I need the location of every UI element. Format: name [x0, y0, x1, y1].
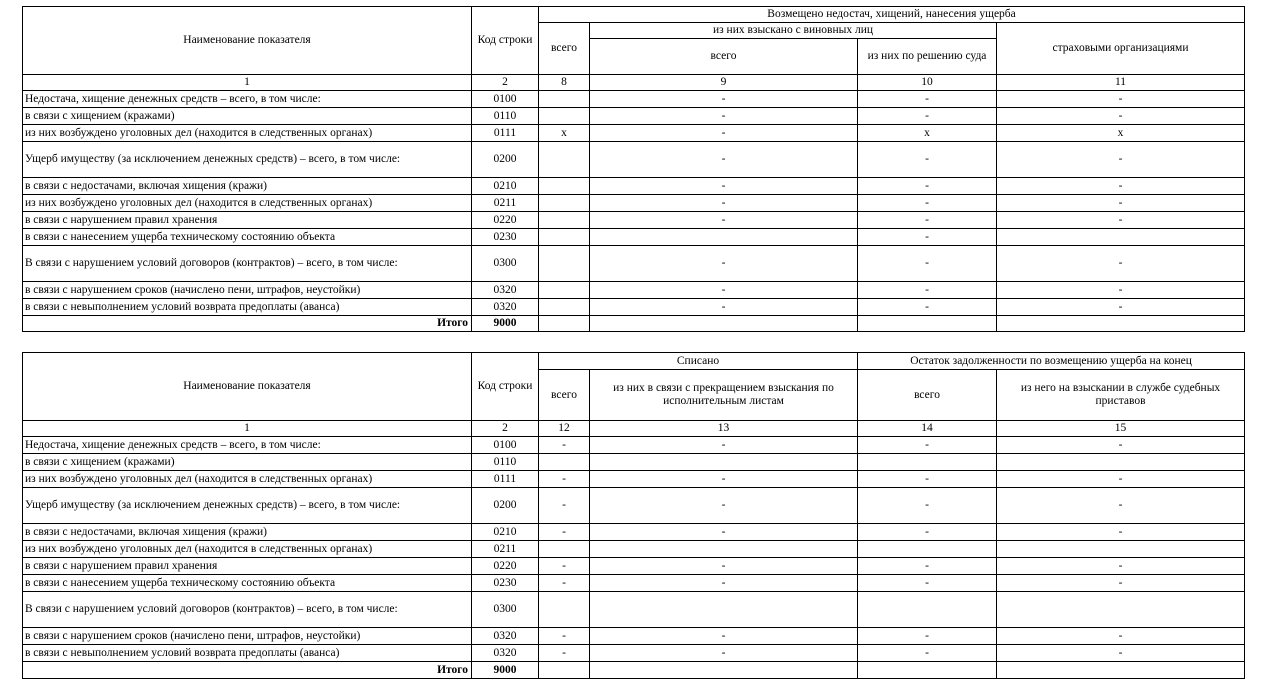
value-cell: - — [590, 91, 858, 108]
row-code-cell: 0320 — [472, 282, 539, 299]
table-row — [23, 541, 1245, 558]
recovered-damages-table — [22, 6, 1245, 332]
value-cell: - — [858, 282, 997, 299]
row-code-cell: 0211 — [472, 195, 539, 212]
row-code-cell: 0320 — [472, 645, 539, 662]
value-cell: - — [858, 212, 997, 229]
written-off-balance-table — [22, 352, 1245, 679]
value-cell: - — [858, 108, 997, 125]
total-label: Итого — [23, 316, 472, 332]
row-code-cell: 0211 — [472, 541, 539, 558]
table-row — [23, 575, 1245, 592]
value-cell: - — [590, 645, 858, 662]
row-code-cell: 0230 — [472, 575, 539, 592]
value-cell: - — [590, 471, 858, 488]
row-name-cell: в связи с нарушением сроков (начислено пени, штрафов, неустойки) — [23, 628, 472, 645]
value-cell: - — [858, 142, 997, 178]
row-code-cell: 0110 — [472, 108, 539, 125]
table-row — [23, 645, 1245, 662]
row-name-cell: Ущерб имуществу (за исключением денежных средств) – всего, в том числе: — [23, 142, 472, 178]
table-row — [23, 195, 1245, 212]
header-guilty-total: всего — [590, 39, 858, 75]
header-written-off-total: всего — [539, 370, 590, 421]
value-cell: - — [858, 195, 997, 212]
value-cell — [539, 178, 590, 195]
row-code-cell: 0210 — [472, 524, 539, 541]
value-cell — [590, 592, 858, 628]
table-row — [23, 299, 1245, 316]
row-code-cell: 0300 — [472, 246, 539, 282]
column-number: 2 — [472, 421, 539, 437]
table-row — [23, 488, 1245, 524]
value-cell: - — [858, 299, 997, 316]
value-cell: - — [590, 178, 858, 195]
table-cell — [997, 662, 1245, 679]
value-cell: - — [858, 91, 997, 108]
value-cell: - — [858, 628, 997, 645]
header-court-decision: из них по решению суда — [858, 39, 997, 75]
header-recovered-group: Возмещено недостач, хищений, нанесения ущерба — [539, 7, 1245, 23]
value-cell — [539, 212, 590, 229]
row-name-cell: в связи с нарушением сроков (начислено пени, штрафов, неустойки) — [23, 282, 472, 299]
table-cell — [590, 316, 858, 332]
value-cell: - — [590, 212, 858, 229]
value-cell — [590, 541, 858, 558]
row-code-cell: 0110 — [472, 454, 539, 471]
value-cell — [997, 229, 1245, 246]
value-cell — [997, 454, 1245, 471]
value-cell — [539, 195, 590, 212]
value-cell: - — [997, 628, 1245, 645]
table-row — [23, 212, 1245, 229]
value-cell: x — [539, 125, 590, 142]
value-cell: - — [858, 229, 997, 246]
value-cell: - — [539, 524, 590, 541]
total-code: 9000 — [472, 662, 539, 679]
total-code: 9000 — [472, 316, 539, 332]
row-name-cell: в связи с недостачами, включая хищения (кражи) — [23, 178, 472, 195]
row-name-cell: в связи с хищением (кражами) — [23, 454, 472, 471]
row-name-cell: в связи с нанесением ущерба техническому состоянию объекта — [23, 575, 472, 592]
value-cell: - — [858, 437, 997, 454]
value-cell — [539, 592, 590, 628]
value-cell: - — [997, 212, 1245, 229]
column-number: 14 — [858, 421, 997, 437]
column-numbers-row — [23, 421, 1245, 437]
value-cell: - — [997, 558, 1245, 575]
value-cell: - — [858, 488, 997, 524]
value-cell: - — [590, 628, 858, 645]
value-cell: - — [590, 282, 858, 299]
table-body — [23, 437, 1245, 662]
table-cell — [539, 316, 590, 332]
column-number: 9 — [590, 75, 858, 91]
column-number: 10 — [858, 75, 997, 91]
value-cell — [590, 454, 858, 471]
column-numbers-row — [23, 75, 1245, 91]
row-code-cell: 0111 — [472, 125, 539, 142]
value-cell: - — [997, 108, 1245, 125]
value-cell — [858, 454, 997, 471]
row-code-cell: 0300 — [472, 592, 539, 628]
row-name-cell: в связи с хищением (кражами) — [23, 108, 472, 125]
row-code-cell: 0100 — [472, 91, 539, 108]
table-row — [23, 437, 1245, 454]
table-cell — [997, 316, 1245, 332]
header-bailiff-service: из него на взыскании в службе судебных приставов — [997, 370, 1245, 421]
row-name-cell: в связи с нарушением правил хранения — [23, 558, 472, 575]
table-cell — [858, 316, 997, 332]
value-cell — [539, 282, 590, 299]
value-cell: x — [858, 125, 997, 142]
row-name-cell: в связи с нанесением ущерба техническому состоянию объекта — [23, 229, 472, 246]
table-row — [23, 246, 1245, 282]
value-cell: - — [997, 524, 1245, 541]
value-cell: - — [858, 558, 997, 575]
value-cell: - — [858, 575, 997, 592]
value-cell — [539, 229, 590, 246]
table-row — [23, 592, 1245, 628]
value-cell — [858, 541, 997, 558]
value-cell — [539, 108, 590, 125]
row-name-cell: из них возбуждено уголовных дел (находится в следственных органах) — [23, 195, 472, 212]
row-name-cell: Недостача, хищение денежных средств – всего, в том числе: — [23, 437, 472, 454]
value-cell: - — [997, 246, 1245, 282]
value-cell: - — [539, 437, 590, 454]
table-cell — [858, 662, 997, 679]
value-cell: - — [590, 246, 858, 282]
row-name-cell: в связи с невыполнением условий возврата предоплаты (аванса) — [23, 299, 472, 316]
table-row — [23, 282, 1245, 299]
value-cell: - — [997, 195, 1245, 212]
value-cell: - — [539, 471, 590, 488]
value-cell — [539, 454, 590, 471]
value-cell — [539, 142, 590, 178]
header-written-off-group: Списано — [539, 353, 858, 370]
column-number: 12 — [539, 421, 590, 437]
table-row — [23, 229, 1245, 246]
table-row — [23, 108, 1245, 125]
table-row — [23, 628, 1245, 645]
value-cell: - — [590, 195, 858, 212]
value-cell: - — [539, 488, 590, 524]
value-cell: - — [858, 246, 997, 282]
header-indicator-name: Наименование показателя — [23, 353, 472, 421]
header-total: всего — [539, 23, 590, 75]
header-balance-total: всего — [858, 370, 997, 421]
table-row — [23, 454, 1245, 471]
value-cell: - — [997, 142, 1245, 178]
value-cell: - — [997, 178, 1245, 195]
column-number: 15 — [997, 421, 1245, 437]
value-cell: - — [590, 488, 858, 524]
table-row — [23, 471, 1245, 488]
value-cell: - — [997, 282, 1245, 299]
row-code-cell: 0111 — [472, 471, 539, 488]
header-insurance: страховыми организациями — [997, 23, 1245, 75]
row-code-cell: 0200 — [472, 488, 539, 524]
table-row — [23, 91, 1245, 108]
column-number: 1 — [23, 421, 472, 437]
row-name-cell: из них возбуждено уголовных дел (находится в следственных органах) — [23, 471, 472, 488]
row-name-cell: Ущерб имуществу (за исключением денежных средств) – всего, в том числе: — [23, 488, 472, 524]
table-cell — [590, 662, 858, 679]
value-cell: - — [997, 91, 1245, 108]
table-row — [23, 125, 1245, 142]
total-row — [23, 316, 1245, 332]
table-row — [23, 178, 1245, 195]
row-code-cell: 0220 — [472, 558, 539, 575]
value-cell: - — [590, 108, 858, 125]
value-cell: - — [590, 575, 858, 592]
table-row — [23, 142, 1245, 178]
header-row-code: Код строки — [472, 7, 539, 75]
column-number: 2 — [472, 75, 539, 91]
row-code-cell: 0320 — [472, 628, 539, 645]
value-cell: - — [997, 437, 1245, 454]
header-indicator-name: Наименование показателя — [23, 7, 472, 75]
value-cell: - — [997, 299, 1245, 316]
header-debt-balance-group: Остаток задолженности по возмещению ущерба на конец — [858, 353, 1245, 370]
table-row — [23, 558, 1245, 575]
total-label: Итого — [23, 662, 472, 679]
header-row-code: Код строки — [472, 353, 539, 421]
value-cell — [858, 592, 997, 628]
column-number: 11 — [997, 75, 1245, 91]
value-cell: - — [590, 299, 858, 316]
value-cell — [539, 91, 590, 108]
value-cell: - — [539, 645, 590, 662]
row-code-cell: 0320 — [472, 299, 539, 316]
row-name-cell: из них возбуждено уголовных дел (находится в следственных органах) — [23, 125, 472, 142]
column-number: 1 — [23, 75, 472, 91]
value-cell — [997, 592, 1245, 628]
value-cell: - — [590, 125, 858, 142]
value-cell — [997, 541, 1245, 558]
value-cell: - — [858, 645, 997, 662]
row-code-cell: 0200 — [472, 142, 539, 178]
value-cell: - — [858, 471, 997, 488]
row-code-cell: 0230 — [472, 229, 539, 246]
header-from-guilty: из них взыскано с виновных лиц — [590, 23, 997, 39]
value-cell: - — [997, 645, 1245, 662]
row-name-cell: в связи с невыполнением условий возврата предоплаты (аванса) — [23, 645, 472, 662]
value-cell: - — [539, 575, 590, 592]
row-code-cell: 0100 — [472, 437, 539, 454]
column-number: 13 — [590, 421, 858, 437]
table-row — [23, 524, 1245, 541]
value-cell: - — [858, 178, 997, 195]
total-row — [23, 662, 1245, 679]
value-cell — [539, 246, 590, 282]
row-name-cell: В связи с нарушением условий договоров (контрактов) – всего, в том числе: — [23, 246, 472, 282]
value-cell: - — [590, 524, 858, 541]
value-cell: - — [539, 558, 590, 575]
row-name-cell: из них возбуждено уголовных дел (находится в следственных органах) — [23, 541, 472, 558]
row-name-cell: В связи с нарушением условий договоров (контрактов) – всего, в том числе: — [23, 592, 472, 628]
value-cell: - — [590, 437, 858, 454]
value-cell: - — [997, 488, 1245, 524]
value-cell: - — [997, 575, 1245, 592]
row-name-cell: Недостача, хищение денежных средств – всего, в том числе: — [23, 91, 472, 108]
value-cell — [539, 299, 590, 316]
row-name-cell: в связи с недостачами, включая хищения (кражи) — [23, 524, 472, 541]
value-cell: - — [590, 142, 858, 178]
value-cell: - — [858, 524, 997, 541]
value-cell: - — [590, 558, 858, 575]
table-body — [23, 91, 1245, 316]
table-cell — [539, 662, 590, 679]
value-cell: x — [997, 125, 1245, 142]
header-enforcement-termination: из них в связи с прекращением взыскания по исполнительным листам — [590, 370, 858, 421]
value-cell: - — [997, 471, 1245, 488]
value-cell — [539, 541, 590, 558]
value-cell — [590, 229, 858, 246]
value-cell: - — [539, 628, 590, 645]
row-name-cell: в связи с нарушением правил хранения — [23, 212, 472, 229]
row-code-cell: 0220 — [472, 212, 539, 229]
column-number: 8 — [539, 75, 590, 91]
row-code-cell: 0210 — [472, 178, 539, 195]
